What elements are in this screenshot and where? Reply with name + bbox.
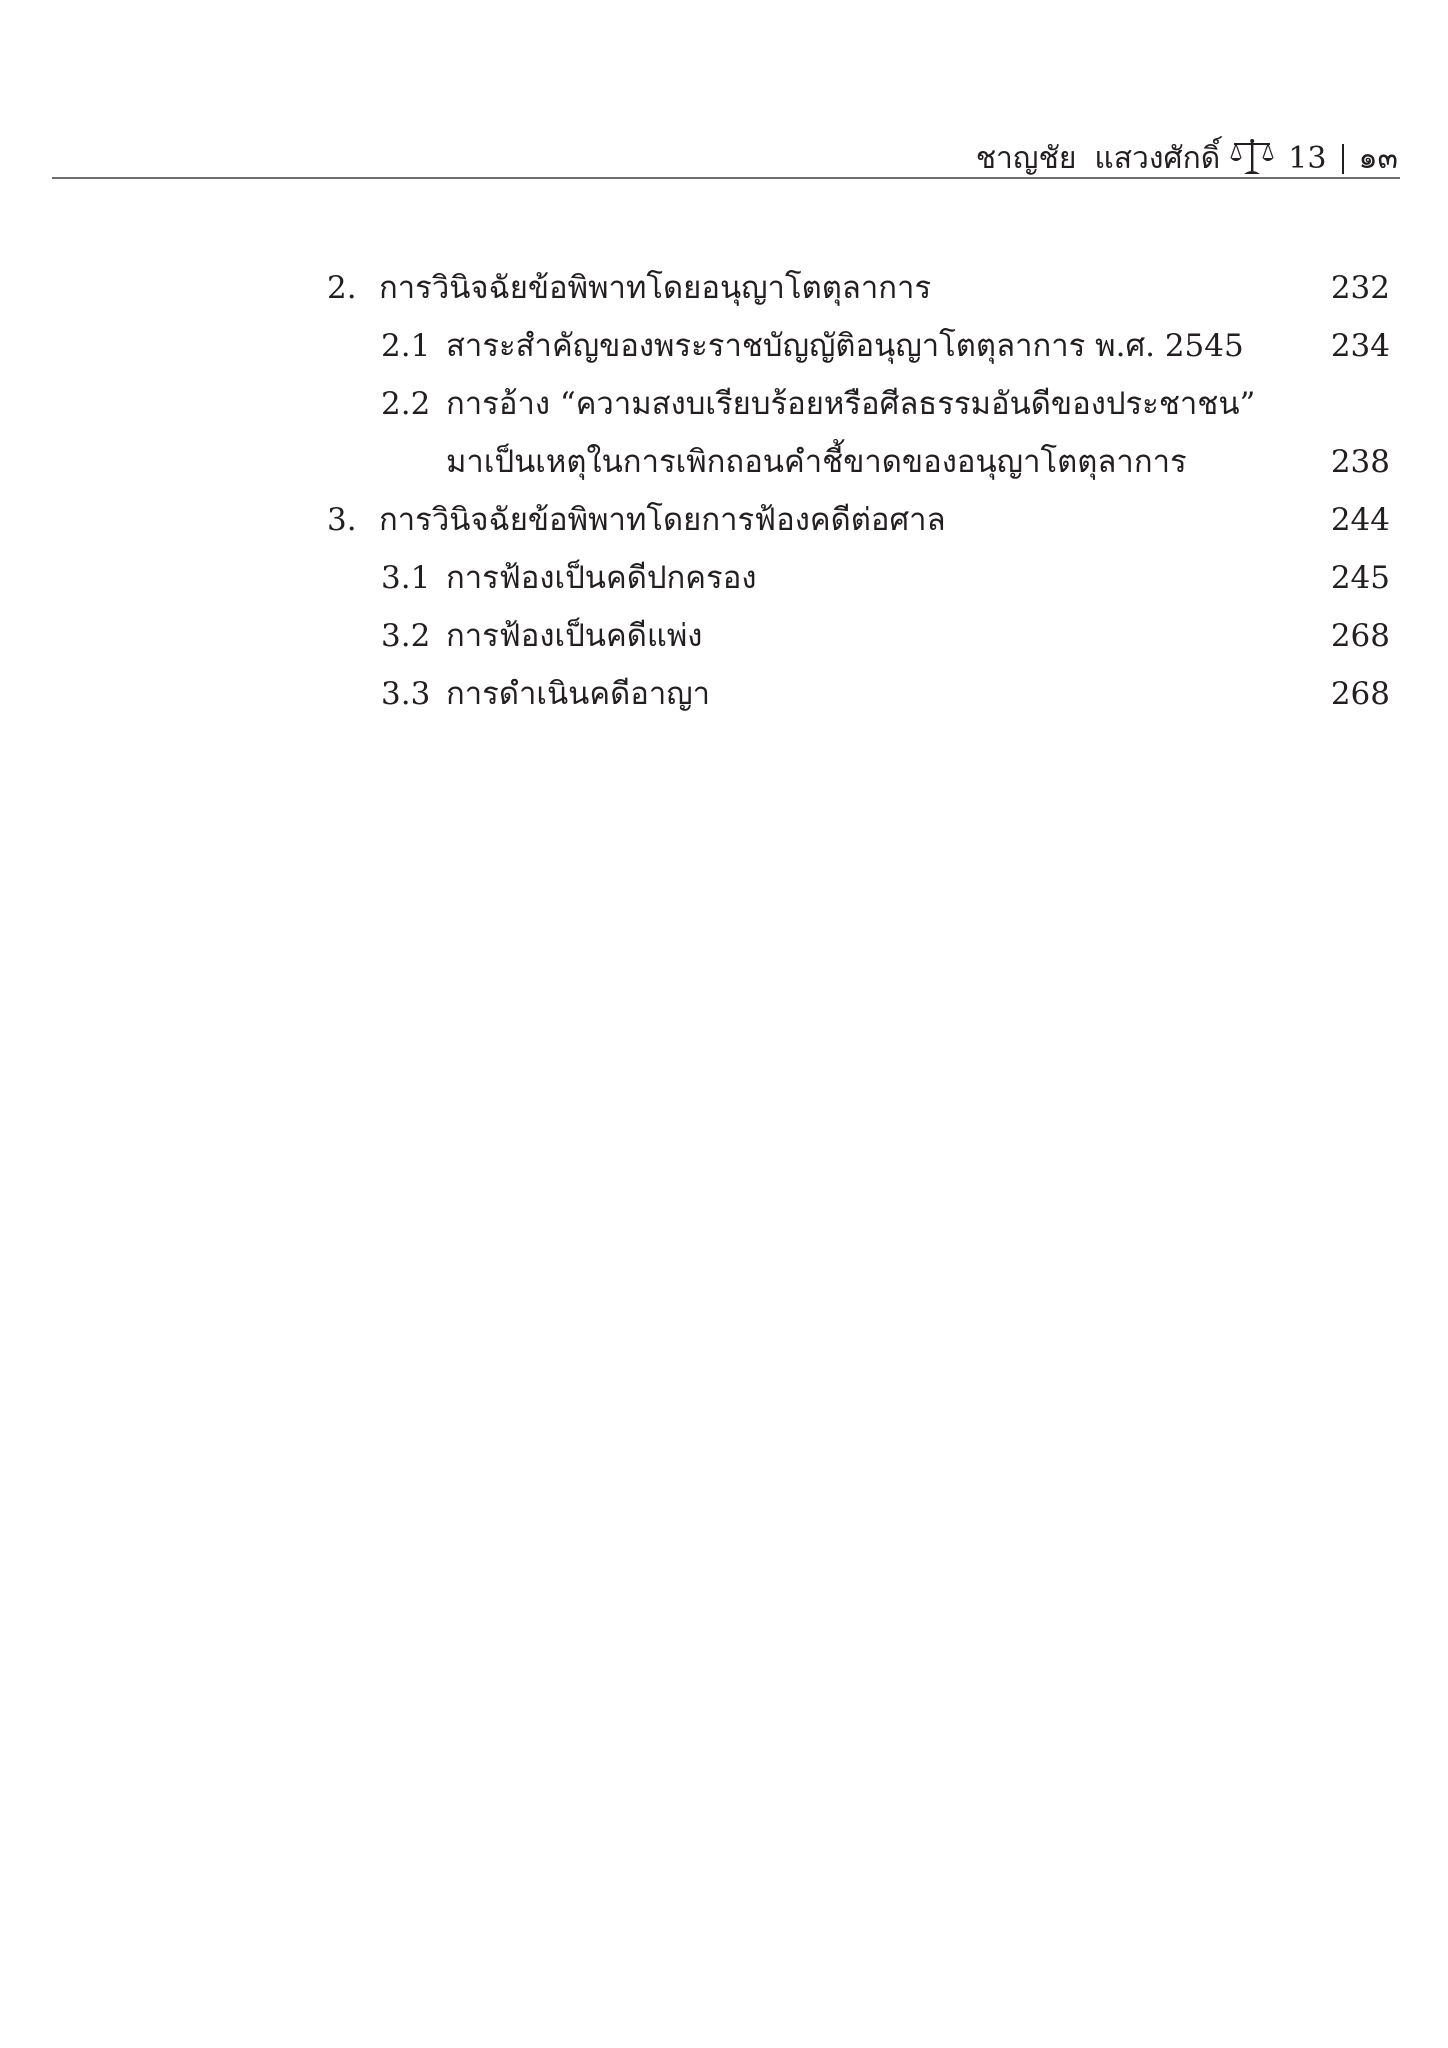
toc-entry-number: 2.1 [381,328,431,364]
toc-entry-number: 2.2 [381,386,431,422]
toc-entry-number: 3.3 [381,676,431,712]
scales-of-justice-icon [1230,138,1274,176]
toc-entry-page: 232 [1330,270,1390,306]
toc-entry-2-1[interactable] [0,326,1448,384]
toc-entry-number: 3.2 [381,618,431,654]
toc-entry-2-2[interactable] [0,384,1448,442]
toc-entry-page: 268 [1330,676,1390,712]
author-last-name: แสวงศักดิ์ [1094,141,1221,176]
page-number-arabic: 13 [1288,141,1327,176]
toc-entry-3-3[interactable] [0,674,1448,732]
toc-entry-title: การฟ้องเป็นคดีปกครอง [446,560,757,596]
header-rule [52,177,1400,179]
toc-entry-page: 234 [1330,328,1390,364]
toc-entry-page: 238 [1330,444,1390,480]
toc-entry-number: 3. [327,502,357,538]
running-header [976,136,1398,178]
page-number-thai: ๑๓ [1358,141,1398,176]
toc-entry-title-continuation: มาเป็นเหตุในการเพิกถอนคำชี้ขาดของอนุญาโตตุลาการ [446,444,1187,480]
toc-entry-title: การวินิจฉัยข้อพิพาทโดยอนุญาโตตุลาการ [379,270,932,306]
toc-entry-2[interactable] [0,268,1448,326]
header-separator [1342,144,1344,174]
table-of-contents [0,268,1448,732]
toc-entry-3-1[interactable] [0,558,1448,616]
toc-entry-3[interactable] [0,500,1448,558]
author-first-name: ชาญชัย [975,141,1077,176]
toc-entry-title: สาระสำคัญของพระราชบัญญัติอนุญาโตตุลาการ พ.ศ. 2545 [446,328,1244,364]
toc-entry-title: การฟ้องเป็นคดีแพ่ง [446,618,703,654]
toc-entry-2-2-continuation[interactable] [0,442,1448,500]
toc-entry-page: 268 [1330,618,1390,654]
toc-entry-page: 245 [1330,560,1390,596]
toc-entry-title: การดำเนินคดีอาญา [446,676,711,712]
toc-entry-number: 3.1 [381,560,431,596]
toc-entry-title: การอ้าง “ความสงบเรียบร้อยหรือศีลธรรมอันดีของประชาชน” [446,386,1256,422]
toc-entry-number: 2. [327,270,357,306]
toc-entry-page: 244 [1330,502,1390,538]
toc-entry-title: การวินิจฉัยข้อพิพาทโดยการฟ้องคดีต่อศาล [379,502,946,538]
toc-entry-3-2[interactable] [0,616,1448,674]
